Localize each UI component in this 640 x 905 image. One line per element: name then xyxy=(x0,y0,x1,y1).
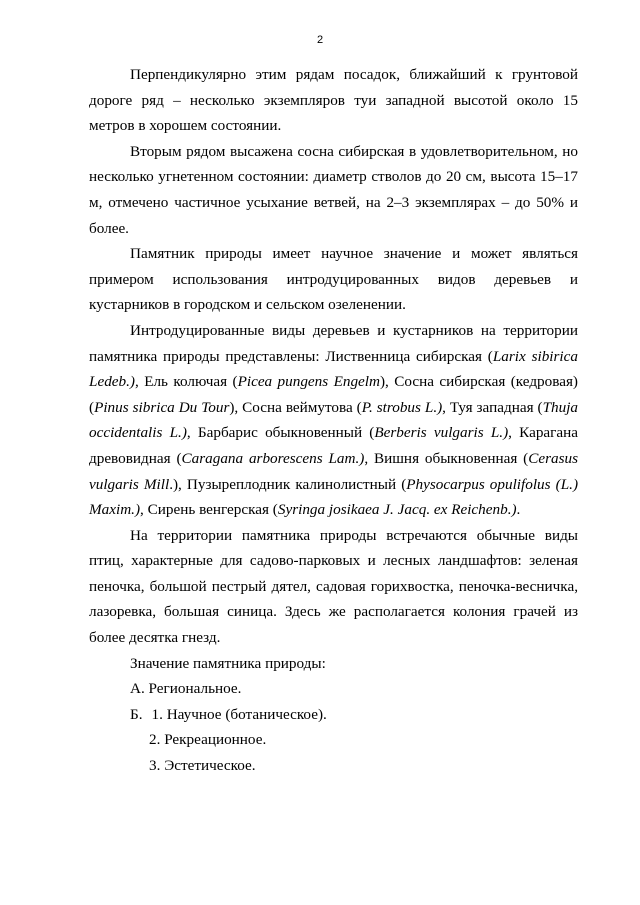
paragraph-introduced-species: Интродуцированные виды деревьев и кустарников на территории памятника природы представлены: Лиственница сибирская (Larix sibirica Ledeb.), Ель колючая (Picea pungens Engelm), Сосна сибирская (кедровая) (Pinus sibrica Du Tour), Сосна веймутова (P. strobus L.), Туя западная (Thuja occidentalis L.), Барбарис обыкновенный (Berberis vulgaris L.), Карагана древовидная (Caragana arborescens Lam.), Вишня обыкновенная (Cerasus vulgaris Mill.), Пузыреплодник калинолистный (Physocarpus opulifolus (L.) Maxim.), Сирень венгерская (Syringa josikaea J. Jacq. ex Reichenb.). xyxy=(89,321,579,519)
species-separator: , xyxy=(134,373,145,391)
page-number: 2 xyxy=(316,34,324,46)
species-separator: , xyxy=(186,424,198,442)
significance-item-regional: А. Региональное. xyxy=(130,680,242,698)
species-common-name: Ель колючая xyxy=(144,373,228,391)
species-common-name: Сосна сибирская (кедровая) xyxy=(394,373,578,391)
document-body xyxy=(89,62,578,779)
species-latin-name: Physocarpus opulifolus (L.) Maxim.) xyxy=(89,475,579,519)
species-latin-name: Larix sibirica Ledeb.) xyxy=(89,347,578,391)
significance-heading: Значение памятника природы: xyxy=(130,654,326,672)
species-separator: . xyxy=(516,501,521,519)
species-common-name: Вишня обыкновенная xyxy=(373,449,518,467)
species-common-name: Пузыреплодник калинолистный xyxy=(186,475,397,493)
species-common-name: Карагана древовидная xyxy=(89,424,579,467)
paragraph-siberian-pine-row: Вторым рядом высажена сосна сибирская в удовлетворительном, но несколько угнетенном состоянии: диаметр стволов до 20 см, высота 15–17 м, отмечено частичное усыхание ветвей, на 2–3 экземплярах – до 50% и более. xyxy=(89,142,578,237)
significance-item-b xyxy=(89,702,578,728)
species-separator: , xyxy=(364,449,374,467)
species-common-name: Барбарис обыкновенный xyxy=(197,424,363,442)
species-latin-name: Thuja occidentalis L.) xyxy=(89,398,579,442)
paragraph-thuja-row: Перпендикулярно этим рядам посадок, ближайший к грунтовой дороге ряд – несколько экземпляров туи западной высотой около 15 метров в хорошем состоянии. xyxy=(89,66,578,135)
species-common-name: Лиственница сибирская xyxy=(325,347,482,365)
species-common-name: Сирень венгерская xyxy=(147,501,269,519)
species-latin-name: Picea pungens Engelm xyxy=(237,373,380,391)
species-latin-name: Syringa josikaea J. Jacq. ex Reichenb.) xyxy=(277,501,517,519)
species-separator: , xyxy=(442,398,450,416)
species-latin-name: Cerasus vulgaris Mill xyxy=(89,449,579,493)
species-latin-name: Caragana arborescens Lam.) xyxy=(181,449,365,467)
species-intro: Интродуцированные виды деревьев и кустарников на территории памятника природы представлены: xyxy=(89,321,578,365)
species-separator: , xyxy=(508,424,520,442)
species-separator: .), xyxy=(169,475,187,493)
species-latin-name: Pinus sibrica Du Tour xyxy=(94,398,230,416)
paragraph-birds: На территории памятника природы встречаются обычные виды птиц, характерные для садово-парковых и лесных ландшафтов: зеленая пеночка, большой пестрый дятел, садовая горихвостка, пеночка-весничка, лазоревка, большая синица. Здесь же располагается колония грачей из более десятка гнезд. xyxy=(89,526,578,647)
species-common-name: Туя западная xyxy=(449,398,534,416)
significance-item-scientific: 1. Научное (ботаническое). xyxy=(151,705,327,723)
significance-item-aesthetic: 3. Эстетическое. xyxy=(149,757,256,775)
species-latin-name: P. strobus L.) xyxy=(361,398,443,416)
species-common-name: Сосна веймутова xyxy=(242,398,353,416)
species-latin-name: Berberis vulgaris L.) xyxy=(374,424,509,442)
paragraph-scientific-value: Памятник природы имеет научное значение и может являться примером использования интродуцированных видов деревьев и кустарников в городском и сельском озеленении. xyxy=(89,245,578,314)
species-separator: ), xyxy=(379,373,395,391)
species-separator: , xyxy=(140,501,148,519)
significance-item-b-letter: Б. xyxy=(130,705,143,723)
significance-item-recreational: 2. Рекреационное. xyxy=(149,731,267,749)
species-separator: ), xyxy=(229,398,243,416)
